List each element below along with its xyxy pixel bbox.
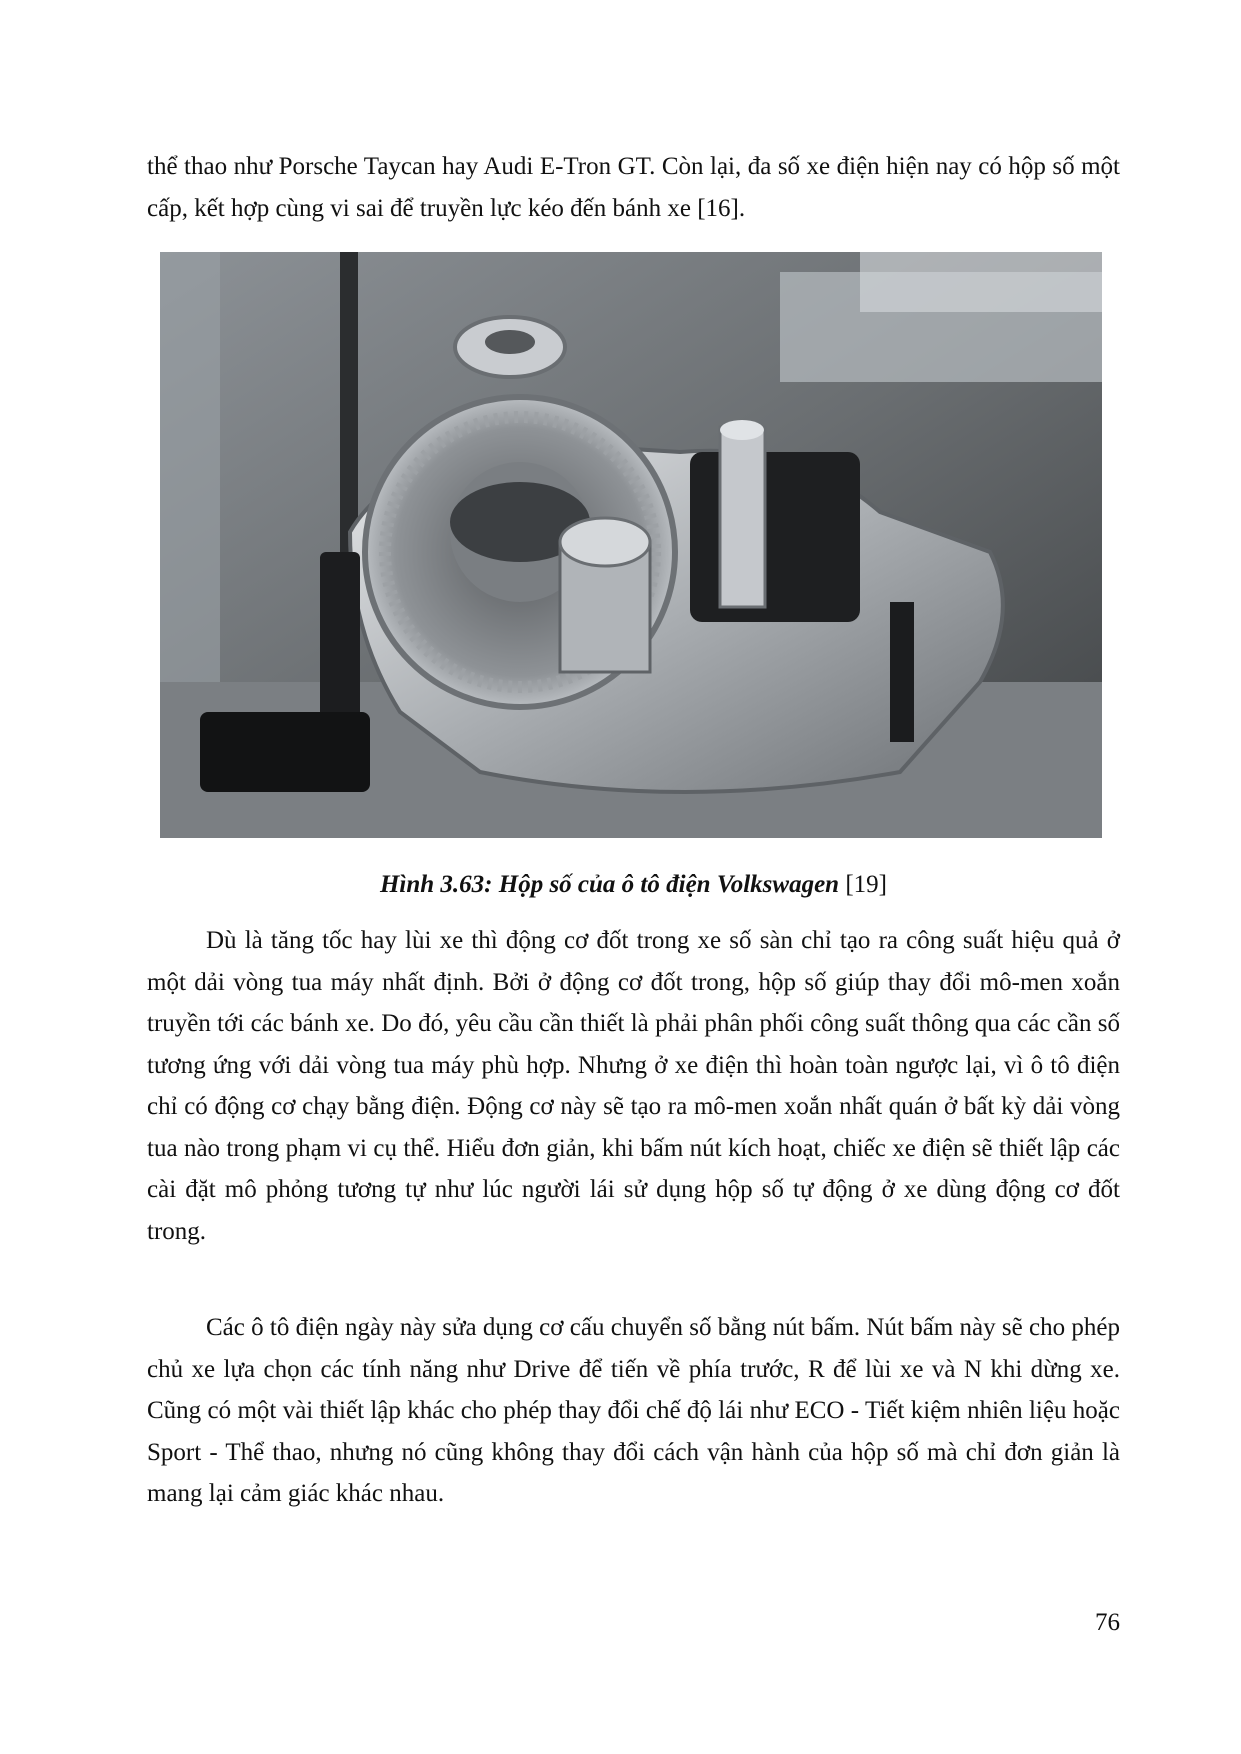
figure-caption-reference: [19]: [845, 871, 887, 898]
gearbox-photo: [160, 252, 1102, 838]
intro-paragraph: thể thao như Porsche Taycan hay Audi E-Tron GT. Còn lại, đa số xe điện hiện nay có hộp số một cấp, kết hợp cùng vi sai để truyền lực kéo đến bánh xe [16].: [147, 153, 1120, 222]
figure-caption-title: Hình 3.63: Hộp số của ô tô điện Volkswagen: [379, 871, 840, 898]
body-paragraph-2: Các ô tô điện ngày này sửa dụng cơ cấu chuyển số bằng nút bấm. Nút bấm này sẽ cho phép chủ xe lựa chọn các tính năng như Drive để tiến về phía trước, R để lùi xe và N khi dừng xe. Cũng có một vài thiết lập khác cho phép thay đổi chế độ lái như ECO - Tiết kiệm nhiên liệu hoặc Sport - Thể thao, nhưng nó cũng không thay đổi cách vận hành của hộp số mà chỉ đơn giản là mang lại cảm giác khác nhau.: [147, 1314, 1120, 1507]
page-number: 76: [1095, 1609, 1120, 1636]
figure-caption: [147, 868, 1120, 902]
body-paragraph-1: Dù là tăng tốc hay lùi xe thì động cơ đốt trong xe số sàn chỉ tạo ra công suất hiệu quả ở một dải vòng tua máy nhất định. Bởi ở động cơ đốt trong, hộp số giúp thay đổi mô-men xoắn truyền tới các bánh xe. Do đó, yêu cầu cần thiết là phải phân phối công suất thông qua các cần số tương ứng với dải vòng tua máy phù hợp. Nhưng ở xe điện thì hoàn toàn ngược lại, vì ô tô điện chỉ có động cơ chạy bằng điện. Động cơ này sẽ tạo ra mô-men xoắn nhất quán ở bất kỳ dải vòng tua nào trong phạm vi cụ thể. Hiểu đơn giản, khi bấm nút kích hoạt, chiếc xe điện sẽ thiết lập các cài đặt mô phỏng tương tự như lúc người lái sử dụng hộp số tự động ở xe dùng động cơ đốt trong.: [147, 927, 1120, 1245]
